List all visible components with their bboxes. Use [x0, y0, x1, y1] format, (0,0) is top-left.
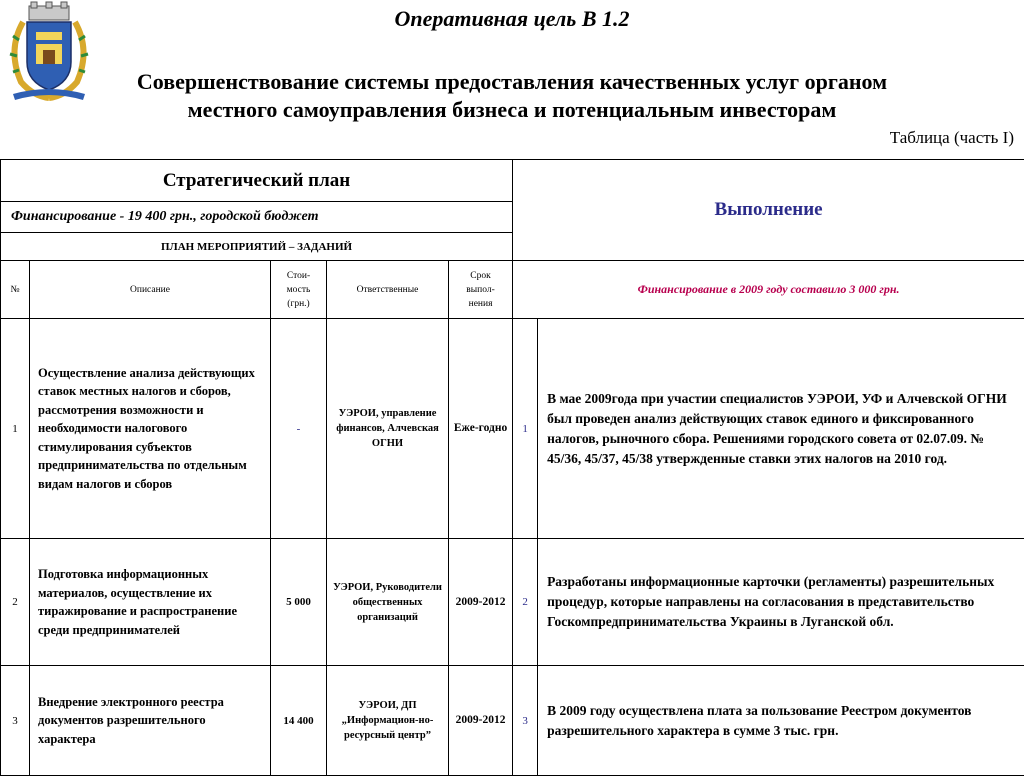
row-number: 3	[1, 666, 30, 776]
row-description: Внедрение электронного реестра документов разрешительного характера	[30, 666, 271, 776]
row-cost: 14 400	[271, 666, 327, 776]
term-header-line-3: нения	[449, 297, 512, 311]
cost-header-line-2: мость	[271, 283, 326, 297]
row-responsible: УЭРОИ, управление финансов, Алчевская ОГНИ	[327, 319, 449, 539]
term-header-line-2: выпол-	[449, 283, 512, 297]
row-number: 2	[1, 539, 30, 666]
financing-row: Финансирование - 19 400 грн., городской бюджет	[1, 202, 513, 233]
page-headline	[60, 68, 964, 124]
execution-number: 3	[513, 666, 538, 776]
execution-result: Разработаны информационные карточки (регламенты) разрешительных процедур, которые направлены на согласования в представительство Госкомпредпринимательства Украины в Луганской обл.	[538, 539, 1024, 666]
row-responsible: УЭРОИ, ДП „Информацион-но-ресурсный центр”	[327, 666, 449, 776]
cost-header-line-1: Стои-	[271, 269, 326, 283]
headline-line-1: Совершенствование системы предоставления качественных услуг органом	[60, 68, 964, 96]
financing-2009-note: Финансирование в 2009 году составило 3 000 грн.	[513, 261, 1024, 319]
execution-number: 2	[513, 539, 538, 666]
table-row	[1, 539, 1024, 666]
row-description: Подготовка информационных материалов, осуществление их тиражирование и распространение среди предпринимателей	[30, 539, 271, 666]
row-responsible: УЭРОИ, Руководители общественных организаций	[327, 539, 449, 666]
column-header-description: Описание	[30, 261, 271, 319]
strategic-plan-header: Стратегический план	[1, 160, 513, 202]
strategic-plan-table	[0, 159, 1024, 776]
row-number: 1	[1, 319, 30, 539]
execution-result: В мае 2009года при участии специалистов УЭРОИ, УФ и Алчевской ОГНИ был проведен анализ действующих ставок единого и фиксированного налогов, рыночного сбора. Решениями городского совета от 02.07.09. № 45/36, 45/37, 45/38 утвержденные ставки этих налогов на 2010 год.	[538, 319, 1024, 539]
row-term: 2009-2012	[449, 539, 513, 666]
row-cost: -	[271, 319, 327, 539]
cost-header-line-3: (грн.)	[271, 297, 326, 311]
row-description: Осуществление анализа действующих ставок местных налогов и сборов, рассмотрения возможности и необходимости налогового стимулирования субъектов предпринимательства по отдельным видам налогов и сборов	[30, 319, 271, 539]
plan-of-measures-header: ПЛАН МЕРОПРИЯТИЙ – ЗАДАНИЙ	[1, 233, 513, 261]
header	[0, 0, 1024, 160]
column-header-num: №	[1, 261, 30, 319]
column-header-responsible: Ответственные	[327, 261, 449, 319]
term-header-line-1: Срок	[449, 269, 512, 283]
column-header-term	[449, 261, 513, 319]
row-cost: 5 000	[271, 539, 327, 666]
table-caption: Таблица (часть I)	[890, 128, 1014, 148]
execution-number: 1	[513, 319, 538, 539]
execution-result: В 2009 году осуществлена плата за пользование Реестром документов разрешительного характера в сумме 3 тыс. грн.	[538, 666, 1024, 776]
table-row	[1, 319, 1024, 539]
execution-header: Выполнение	[513, 160, 1024, 261]
headline-line-2: местного самоуправления бизнеса и потенциальным инвесторам	[60, 96, 964, 124]
row-term: 2009-2012	[449, 666, 513, 776]
table-row	[1, 666, 1024, 776]
operational-goal-title: Оперативная цель В 1.2	[0, 6, 1024, 32]
row-term: Еже-годно	[449, 319, 513, 539]
column-header-cost	[271, 261, 327, 319]
